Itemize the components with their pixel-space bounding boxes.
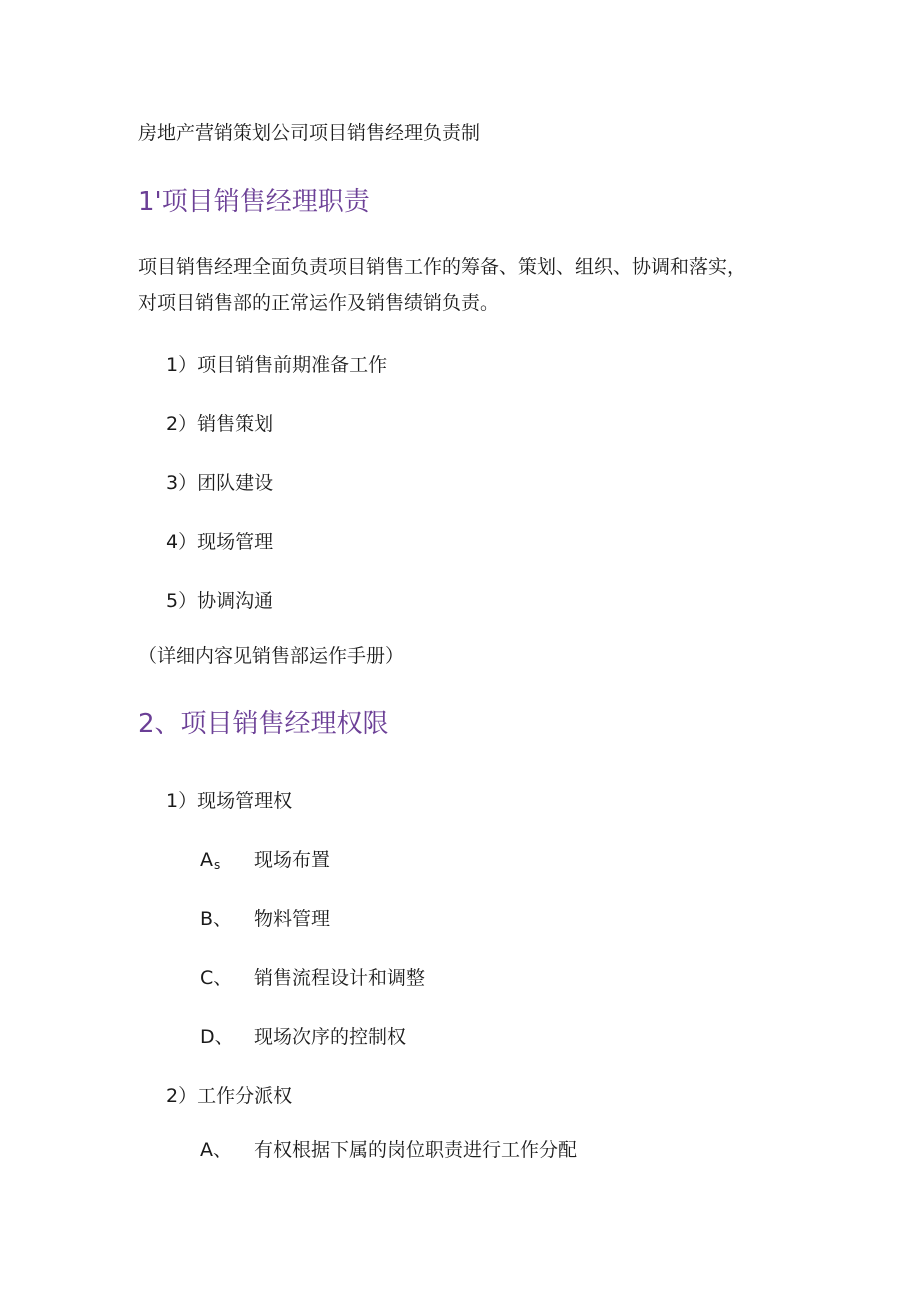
duty-item-number: 1） — [166, 354, 198, 376]
duty-item-text: 协调沟通 — [197, 590, 274, 612]
section-1-note: （详细内容见销售部运作手册） — [138, 645, 405, 667]
duty-item-text: 销售策划 — [197, 413, 274, 435]
sub-item-marker: C、 — [200, 967, 233, 989]
authority-item-text: 现场管理权 — [197, 790, 293, 812]
section-1-paragraph-line-2: 对项目销售部的正常运作及销售绩销负责。 — [138, 292, 500, 314]
authority-item-number: 1） — [166, 790, 198, 812]
section-1-heading: 1'项目销售经理职责 — [138, 187, 370, 217]
sub-item-text: 物料管理 — [254, 908, 331, 930]
duty-item-number: 2） — [166, 413, 198, 435]
duty-item-number: 5） — [166, 590, 198, 612]
sub-item-marker: B、 — [200, 908, 233, 930]
duty-item-number: 3） — [166, 472, 198, 494]
authority-item-1 — [166, 789, 292, 813]
authority-item-number: 2） — [166, 1085, 198, 1107]
sub-item-marker: D、 — [200, 1026, 234, 1048]
sub-item-text: 有权根据下属的岗位职责进行工作分配 — [254, 1139, 578, 1161]
sub-item-text: 现场布置 — [254, 849, 331, 871]
sub-item-marker: As — [200, 849, 221, 872]
duty-item-number: 4） — [166, 531, 198, 553]
section-2-heading: 2、项目销售经理权限 — [138, 709, 389, 739]
section-1-paragraph-line-1: 项目销售经理全面负责项目销售工作的筹备、策划、组织、协调和落实， — [138, 256, 747, 278]
sub-item-marker: A、 — [200, 1139, 232, 1161]
authority-item-2 — [166, 1084, 292, 1108]
duty-item-text: 项目销售前期准备工作 — [197, 354, 388, 376]
duty-item-text: 现场管理 — [197, 531, 274, 553]
sub-item-text: 现场次序的控制权 — [254, 1026, 407, 1048]
duty-item-1 — [166, 353, 387, 377]
authority-item-text: 工作分派权 — [197, 1085, 293, 1107]
duty-item-2 — [166, 412, 273, 436]
sub-item-text: 销售流程设计和调整 — [254, 967, 426, 989]
duty-item-5 — [166, 589, 273, 613]
duty-item-text: 团队建设 — [197, 472, 274, 494]
document-title: 房地产营销策划公司项目销售经理负责制 — [138, 122, 481, 144]
duty-item-3 — [166, 471, 273, 495]
duty-item-4 — [166, 530, 273, 554]
